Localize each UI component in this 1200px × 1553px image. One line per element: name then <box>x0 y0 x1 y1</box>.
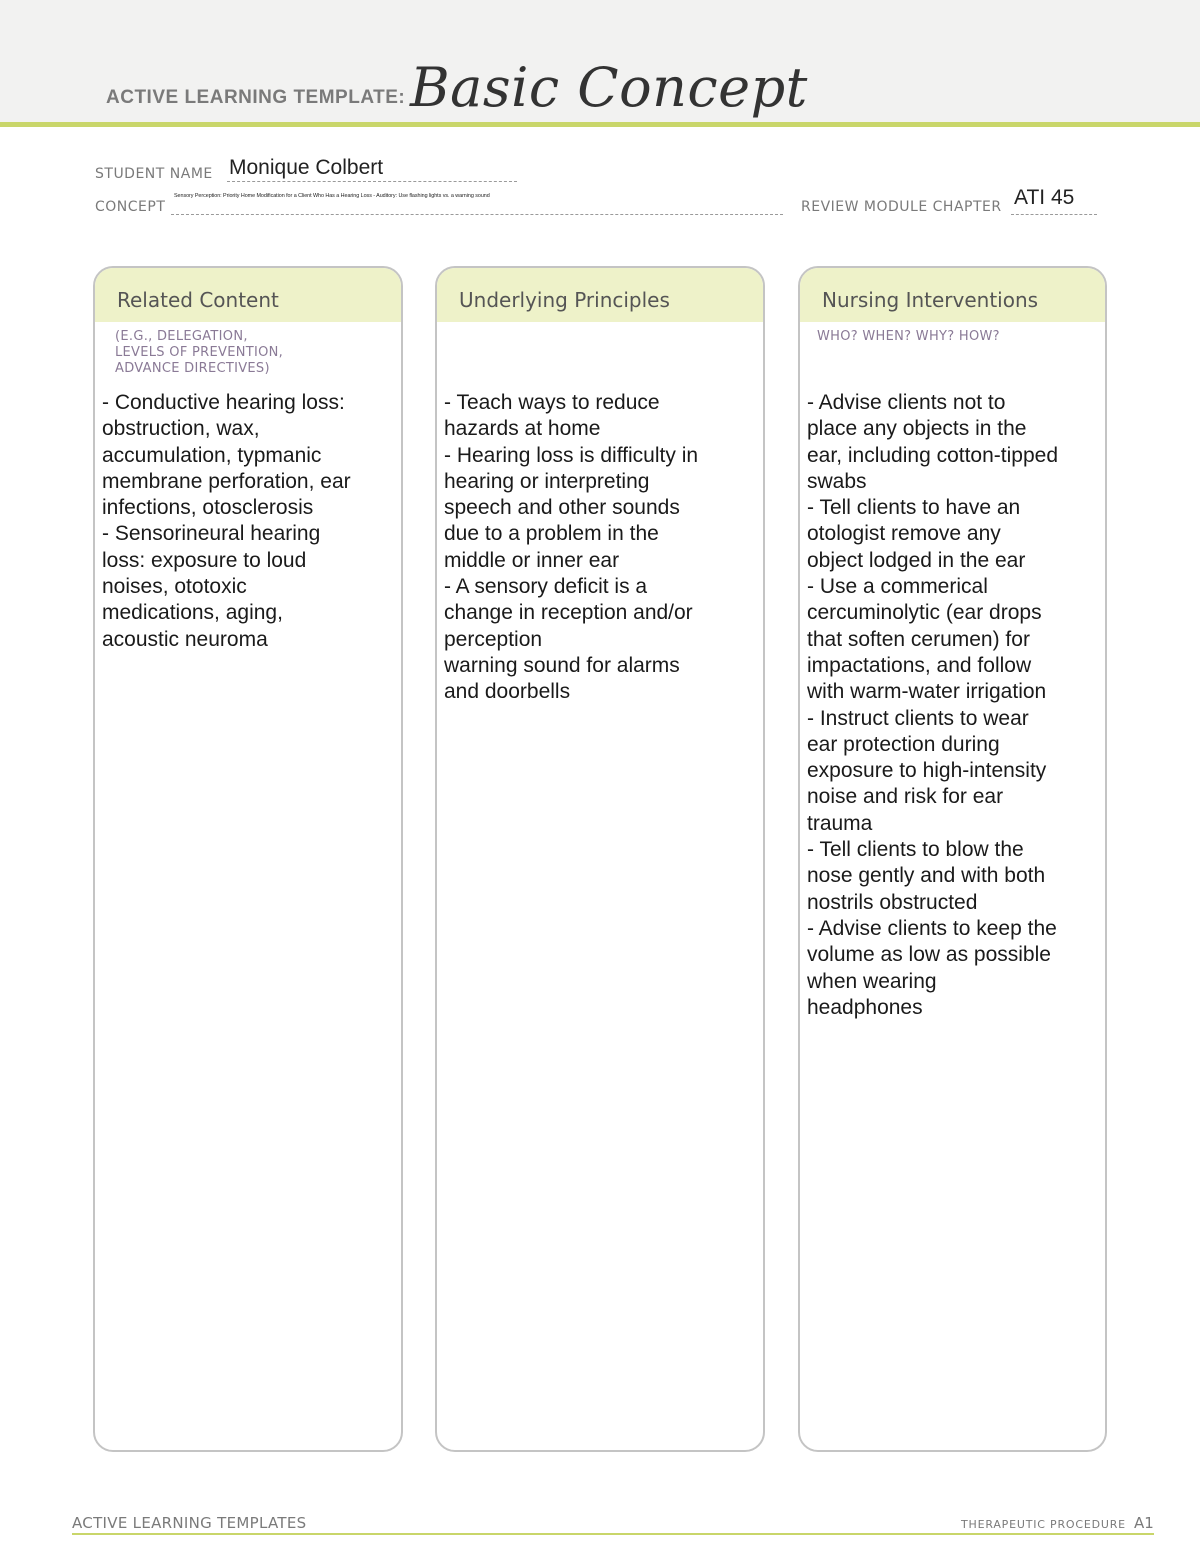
text-line: obstruction, wax, <box>102 417 260 441</box>
text-line: place any objects in the <box>807 417 1027 441</box>
text-line: warning sound for alarms <box>444 653 680 677</box>
page-title: Basic Concept <box>410 56 808 119</box>
text-line: trauma <box>807 811 873 835</box>
text-line: with warm-water irrigation <box>807 680 1047 704</box>
text-line: ear protection during <box>807 732 1000 756</box>
related-content-text[interactable] <box>102 390 395 653</box>
footer-series-label: ACTIVE LEARNING TEMPLATES <box>72 1514 307 1532</box>
footer-rule <box>72 1533 1154 1535</box>
student-name-label: STUDENT NAME <box>95 166 213 182</box>
student-name-line <box>227 181 517 182</box>
footer-page-number: A1 <box>1134 1514 1154 1532</box>
nursing-interventions-text[interactable] <box>807 390 1099 1021</box>
text-line: speech and other sounds <box>444 496 680 520</box>
text-line: nose gently and with both <box>807 864 1046 888</box>
text-line: infections, otosclerosis <box>102 496 314 520</box>
nursing-interventions-panel <box>798 266 1107 1452</box>
text-line: cercuminolytic (ear drops <box>807 601 1042 625</box>
text-line: noises, ototoxic <box>102 575 247 599</box>
concept-line <box>171 214 783 215</box>
text-line: acoustic neuroma <box>102 627 268 651</box>
text-line: perception <box>444 627 543 651</box>
text-line: - Hearing loss is difficulty in <box>444 443 699 467</box>
related-content-panel <box>93 266 403 1452</box>
text-line: headphones <box>807 995 923 1019</box>
text-line: - Conductive hearing loss: <box>102 391 345 414</box>
review-module-value[interactable]: ATI 45 <box>1014 186 1075 209</box>
underlying-principles-title: Underlying Principles <box>459 288 670 312</box>
text-line: - Sensorineural hearing <box>102 522 321 546</box>
text-line: change in reception and/or <box>444 601 693 625</box>
text-line: - Teach ways to reduce <box>444 391 660 414</box>
text-line: loss: exposure to loud <box>102 548 307 572</box>
text-line: impactations, and follow <box>807 653 1032 677</box>
text-line: medications, aging, <box>102 601 283 625</box>
text-line: that soften cerumen) for <box>807 627 1030 651</box>
text-line: otologist remove any <box>807 522 1001 546</box>
review-module-label: REVIEW MODULE CHAPTER <box>801 199 1002 215</box>
related-content-title: Related Content <box>117 288 279 312</box>
text-line: accumulation, typmanic <box>102 443 322 467</box>
text-line: ear, including cotton-tipped <box>807 443 1059 467</box>
text-line: - Tell clients to have an <box>807 496 1021 520</box>
concept-value[interactable]: Sensory Perception: Priority Home Modification for a Client Who Has a Hearing Loss - Auditory: Use flashing lights vs. a warning sound <box>174 193 490 199</box>
template-label: ACTIVE LEARNING TEMPLATE: <box>106 87 406 108</box>
text-line: middle or inner ear <box>444 548 620 572</box>
text-line: hearing or interpreting <box>444 469 650 493</box>
review-module-line <box>1011 214 1097 215</box>
text-line: - Instruct clients to wear <box>807 706 1029 730</box>
text-line: when wearing <box>807 969 937 993</box>
nursing-interventions-subtitle: WHO? WHEN? WHY? HOW? <box>817 329 1000 344</box>
text-line: and doorbells <box>444 680 571 704</box>
text-line: - Advise clients not to <box>807 391 1006 414</box>
related-content-subtitle: (E.G., DELEGATION, LEVELS OF PREVENTION, ADVANCE DIRECTIVES) <box>115 329 284 376</box>
text-line: nostrils obstructed <box>807 890 978 914</box>
nursing-interventions-title: Nursing Interventions <box>822 288 1039 312</box>
text-line: - Tell clients to blow the <box>807 838 1024 862</box>
concept-label: CONCEPT <box>95 199 166 215</box>
text-line: swabs <box>807 469 867 493</box>
text-line: exposure to high-intensity <box>807 759 1047 783</box>
text-line: - Advise clients to keep the <box>807 916 1057 940</box>
text-line: due to a problem in the <box>444 522 659 546</box>
text-line: object lodged in the ear <box>807 548 1026 572</box>
text-line: - Use a commerical <box>807 575 988 599</box>
underlying-principles-panel <box>435 266 765 1452</box>
footer-template-type: THERAPEUTIC PROCEDURE <box>961 1518 1126 1531</box>
header-rule <box>0 122 1200 127</box>
text-line: hazards at home <box>444 417 601 441</box>
student-name-value[interactable]: Monique Colbert <box>229 156 384 179</box>
text-line: noise and risk for ear <box>807 785 1004 809</box>
underlying-principles-text[interactable] <box>444 390 757 706</box>
text-line: - A sensory deficit is a <box>444 575 648 599</box>
text-line: membrane perforation, ear <box>102 469 351 493</box>
text-line: volume as low as possible <box>807 943 1051 967</box>
